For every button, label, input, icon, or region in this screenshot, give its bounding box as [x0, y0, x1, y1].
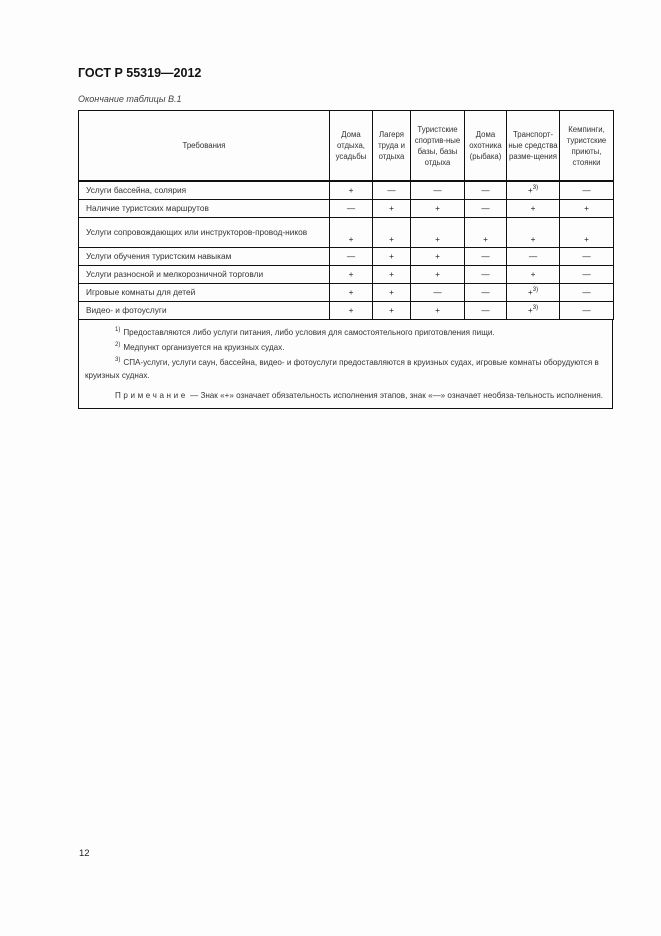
- value-cell: [411, 217, 465, 247]
- page-number: 12: [79, 848, 90, 859]
- value-mark: —: [582, 305, 591, 315]
- value-mark: +: [348, 185, 354, 196]
- value-cell: [560, 283, 614, 301]
- requirement-cell: Наличие туристских маршрутов: [79, 199, 330, 217]
- value-mark: +: [389, 269, 394, 279]
- value-mark: +: [435, 305, 440, 315]
- value-mark: +: [584, 203, 589, 213]
- value-cell: [560, 265, 614, 283]
- value-cell: [465, 283, 507, 301]
- value-cell: [465, 301, 507, 319]
- value-mark: +: [389, 233, 394, 244]
- value-mark: +: [435, 203, 440, 213]
- value-cell: [507, 283, 560, 301]
- column-header: Дома отдыха, усадьбы: [330, 111, 373, 182]
- value-mark: +: [348, 269, 354, 279]
- value-cell: [465, 217, 507, 247]
- requirement-cell: Видео- и фотоуслуги: [79, 301, 330, 319]
- value-cell: [373, 265, 411, 283]
- requirement-cell: Услуги обучения туристским навыкам: [79, 247, 330, 265]
- value-mark: —: [387, 185, 396, 196]
- value-cell: [330, 301, 373, 319]
- value-cell: [560, 181, 614, 199]
- value-mark: +: [389, 251, 394, 261]
- value-cell: [330, 283, 373, 301]
- value-cell: [373, 247, 411, 265]
- value-mark: —: [582, 251, 591, 261]
- value-cell: [411, 247, 465, 265]
- requirement-cell: Игровые комнаты для детей: [79, 283, 330, 301]
- value-mark: —: [582, 287, 591, 297]
- table-row: [79, 247, 614, 265]
- value-mark: —: [481, 287, 490, 297]
- value-mark: —: [582, 185, 591, 196]
- value-mark: +: [348, 305, 354, 315]
- requirement-cell: Услуги сопровождающих или инструкторов-провод-ников: [79, 217, 330, 247]
- value-mark: +: [530, 203, 536, 213]
- column-header: Кемпинги, туристские приюты, стоянки: [560, 111, 614, 182]
- note-text: — Знак «+» означает обязательность исполнения этапов, знак «—» означает необяза-тельность исполнения.: [187, 390, 604, 400]
- footnote-mark: 3): [115, 356, 121, 363]
- requirement-cell: Услуги бассейна, солярия: [79, 181, 330, 199]
- footnote-text: СПА-услуги, услуги саун, бассейна, видео- и фотоуслуги предоставляются в круизных судах, игровые комнаты оборудуются в круизных суднах.: [85, 357, 599, 380]
- value-mark: —: [346, 203, 356, 213]
- value-mark: +: [435, 233, 440, 244]
- value-mark: —: [528, 251, 538, 261]
- table-row: [79, 199, 614, 217]
- value-cell: [507, 247, 560, 265]
- value-cell: [373, 181, 411, 199]
- footnote-reference: 3): [532, 305, 539, 311]
- value-mark: +: [348, 233, 354, 244]
- value-mark: —: [582, 269, 591, 279]
- requirement-cell: Услуги разносной и мелкорозничной торговли: [79, 265, 330, 283]
- footnote-mark: 1): [115, 326, 121, 333]
- value-cell: [465, 265, 507, 283]
- value-mark: +: [527, 185, 533, 196]
- value-mark: —: [481, 185, 490, 196]
- value-cell: [411, 283, 465, 301]
- requirements-table: [78, 110, 614, 320]
- footnote: [85, 339, 606, 354]
- table-row: [79, 265, 614, 283]
- value-cell: [330, 217, 373, 247]
- note-label: Примечание: [115, 390, 188, 400]
- document-title: ГОСТ Р 55319—2012: [78, 66, 202, 80]
- value-cell: [330, 181, 373, 199]
- value-mark: —: [481, 305, 490, 315]
- table-row: [79, 301, 614, 319]
- value-cell: [330, 265, 373, 283]
- table-row: [79, 283, 614, 301]
- value-mark: —: [481, 269, 490, 279]
- value-cell: [330, 199, 373, 217]
- value-cell: [560, 217, 614, 247]
- table-caption: Окончание таблицы В.1: [78, 94, 182, 104]
- footnote-text: Медпункт организуется на круизных судах.: [123, 342, 285, 352]
- value-cell: [560, 199, 614, 217]
- value-mark: +: [389, 287, 394, 297]
- column-header: Дома охотника (рыбака): [465, 111, 507, 182]
- value-cell: [330, 247, 373, 265]
- footnote: [85, 324, 606, 339]
- value-cell: [411, 181, 465, 199]
- value-mark: +: [348, 287, 354, 297]
- value-mark: +: [527, 287, 533, 297]
- value-mark: —: [481, 203, 490, 213]
- value-mark: —: [346, 251, 356, 261]
- column-header: Требования: [79, 111, 330, 182]
- table-header-row: [79, 111, 614, 182]
- value-mark: +: [389, 203, 394, 213]
- value-mark: +: [527, 305, 533, 315]
- value-cell: [465, 181, 507, 199]
- value-cell: [507, 265, 560, 283]
- value-mark: —: [481, 251, 490, 261]
- value-mark: —: [433, 185, 442, 196]
- value-mark: +: [389, 305, 394, 315]
- value-cell: [373, 217, 411, 247]
- footnote-reference: 3): [532, 287, 539, 293]
- column-header: Транспорт-ные средства разме-щения: [507, 111, 560, 182]
- footnote-mark: 2): [115, 341, 121, 348]
- table-row: [79, 217, 614, 247]
- value-cell: [465, 199, 507, 217]
- value-mark: +: [483, 233, 488, 244]
- requirements-table-container: [78, 110, 613, 409]
- value-cell: [411, 199, 465, 217]
- value-cell: [373, 283, 411, 301]
- value-cell: [411, 265, 465, 283]
- value-cell: [411, 301, 465, 319]
- value-mark: +: [530, 233, 536, 244]
- value-mark: +: [435, 251, 440, 261]
- column-header: Лагеря труда и отдыха: [373, 111, 411, 182]
- footnote-text: Предоставляются либо услуги питания, либо условия для самостоятельного приготовления пищи.: [123, 327, 495, 337]
- table-note: [85, 389, 606, 402]
- value-cell: [560, 301, 614, 319]
- value-mark: +: [584, 233, 589, 244]
- value-cell: [507, 217, 560, 247]
- table-row: [79, 181, 614, 199]
- value-mark: —: [433, 287, 442, 297]
- value-cell: [373, 301, 411, 319]
- value-cell: [507, 301, 560, 319]
- footnote-reference: 3): [532, 185, 539, 192]
- footnote: [85, 354, 606, 382]
- column-header: Туристские спортив-ные базы, базы отдыха: [411, 111, 465, 182]
- value-cell: [507, 199, 560, 217]
- value-cell: [560, 247, 614, 265]
- value-cell: [507, 181, 560, 199]
- value-cell: [373, 199, 411, 217]
- table-notes: [78, 320, 613, 409]
- value-cell: [465, 247, 507, 265]
- value-mark: +: [435, 269, 440, 279]
- value-mark: +: [530, 269, 536, 279]
